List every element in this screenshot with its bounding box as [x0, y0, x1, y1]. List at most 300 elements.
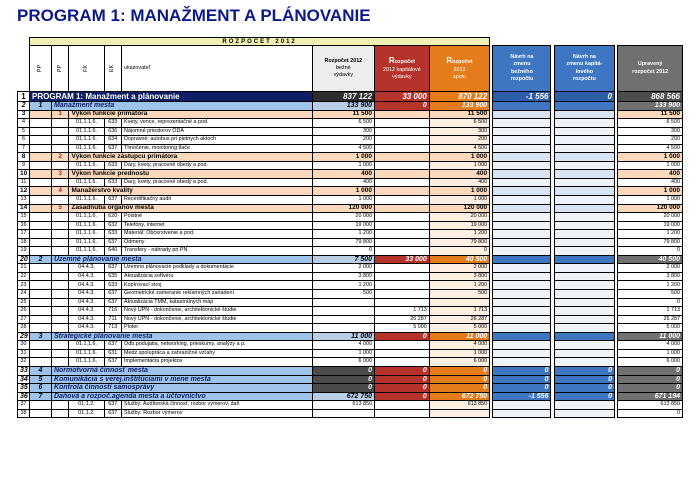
fk-cell: 01.1.1.6. — [69, 161, 104, 170]
table-row — [18, 221, 683, 230]
current-budget-cell: 300 — [312, 127, 374, 136]
adjusted-budget-cell: 0 — [618, 366, 683, 375]
change-capital-cell — [554, 332, 614, 341]
adjusted-budget-cell: 0 — [618, 247, 683, 256]
table-row — [18, 204, 683, 213]
total-budget-cell: 500 — [429, 290, 489, 299]
current-budget-cell: 1 200 — [312, 281, 374, 290]
change-current-cell — [493, 272, 551, 281]
current-budget-cell: 0 — [312, 366, 374, 375]
adjusted-budget-cell: 1 000 — [618, 161, 683, 170]
capital-budget-cell: 33 000 — [375, 92, 430, 102]
pp1-cell — [30, 127, 52, 136]
change-current-cell — [493, 238, 551, 247]
capital-budget-cell — [375, 349, 430, 358]
pp1-cell: 1 — [30, 102, 52, 111]
adjusted-budget-cell: 0 — [618, 375, 683, 384]
total-budget-cell: 11 000 — [429, 332, 489, 341]
pp1-cell: 3 — [30, 332, 52, 341]
change-current-header: Návrh na zmenu bežného rozpočtu — [493, 46, 551, 92]
row-number: 34 — [18, 375, 30, 384]
adjusted-budget-cell: 200 — [618, 136, 683, 145]
item-label: Medz.spolupráca a zahraničné vzťahy — [122, 349, 313, 358]
table-row — [18, 384, 683, 393]
row-number: 9 — [18, 161, 30, 170]
budget-table — [17, 37, 683, 418]
current-budget-cell — [312, 315, 374, 324]
change-current-cell — [493, 213, 551, 222]
total-budget-cell: 133 900 — [429, 102, 489, 111]
change-current-cell — [493, 307, 551, 316]
current-budget-cell: 7 500 — [312, 255, 374, 264]
total-budget-cell: 1 713 — [429, 307, 489, 316]
subprogram-title: Komunikácia s verej.inštitúciami v mene mesta — [51, 375, 312, 384]
fk-cell: 01.1.1.6. — [69, 119, 104, 128]
ek-cell: 631 — [104, 349, 122, 358]
change-current-cell — [493, 358, 551, 367]
item-label: Územno plánovacie podklady a dokumentácie — [122, 264, 313, 273]
fk-cell: 04.4.3. — [69, 281, 104, 290]
total-budget-cell — [429, 298, 489, 307]
total-budget-cell: 1 200 — [429, 230, 489, 239]
capital-budget-cell — [375, 161, 430, 170]
element-title: Výkon funkcie primátora — [69, 110, 312, 119]
capital-budget-cell — [375, 196, 430, 205]
current-budget-cell: 1 000 — [312, 153, 374, 162]
table-row — [18, 119, 683, 128]
header-band-row — [18, 38, 683, 46]
budget-current-header: Rozpočet 2012 bežné výdavky — [312, 46, 374, 92]
fk-cell: 01.1.1.6. — [69, 136, 104, 145]
fk-cell: 04.4.3. — [69, 324, 104, 333]
change-current-cell — [493, 196, 551, 205]
pp2-cell — [51, 358, 69, 367]
table-row — [18, 324, 683, 333]
row-number: 12 — [18, 187, 30, 196]
capital-budget-cell — [375, 178, 430, 187]
total-budget-cell: 870 122 — [429, 92, 489, 102]
adjusted-budget-cell: 79 800 — [618, 238, 683, 247]
fk-cell: 01.1.1.6. — [69, 196, 104, 205]
capital-budget-cell — [375, 247, 430, 256]
pp2-cell: 5 — [51, 204, 69, 213]
item-label: Nájomné priestorov ODA — [122, 127, 313, 136]
change-capital-cell — [554, 213, 614, 222]
capital-budget-cell — [375, 401, 430, 410]
change-capital-cell — [554, 315, 614, 324]
change-current-cell — [493, 110, 551, 119]
pp1-cell — [30, 178, 52, 187]
ek-cell: 637 — [104, 409, 122, 418]
adjusted-budget-cell: 5 000 — [618, 324, 683, 333]
current-budget-cell: 1 000 — [312, 196, 374, 205]
ek-cell: 633 — [104, 119, 122, 128]
total-budget-cell: 19 000 — [429, 221, 489, 230]
fk-cell: 04.4.3. — [69, 307, 104, 316]
item-label: Aktualizácia softvéru — [122, 272, 313, 281]
fk-cell: 01.1.2. — [69, 401, 104, 410]
pp2-cell — [51, 247, 69, 256]
current-budget-cell: 400 — [312, 170, 374, 179]
fk-cell: 01.1.1.6. — [69, 144, 104, 153]
fk-cell: 04.4.3. — [69, 290, 104, 299]
pp1-cell — [30, 281, 52, 290]
adjusted-budget-cell: 2 000 — [618, 264, 683, 273]
adjusted-budget-cell: 4 500 — [618, 144, 683, 153]
row-number: 32 — [18, 358, 30, 367]
item-label: Telefóny, internet — [122, 221, 313, 230]
adjusted-budget-cell: 400 — [618, 170, 683, 179]
pp2-cell: 4 — [51, 187, 69, 196]
total-budget-cell — [429, 409, 489, 418]
change-capital-cell: 0 — [554, 384, 614, 393]
pp2-header: PP — [51, 46, 69, 92]
change-capital-cell — [554, 298, 614, 307]
fk-cell: 01.1.1.6. — [69, 358, 104, 367]
capital-budget-cell — [375, 170, 430, 179]
capital-budget-cell — [375, 213, 430, 222]
pp1-cell — [30, 349, 52, 358]
change-current-cell — [493, 281, 551, 290]
change-current-cell — [493, 290, 551, 299]
table-row — [18, 281, 683, 290]
ek-cell: 636 — [104, 127, 122, 136]
row-number: 31 — [18, 349, 30, 358]
change-capital-cell — [554, 178, 614, 187]
row-number: 8 — [18, 153, 30, 162]
adjusted-budget-cell: 20 000 — [618, 213, 683, 222]
capital-budget-cell: 0 — [375, 332, 430, 341]
table-row — [18, 375, 683, 384]
ek-cell: 633 — [104, 281, 122, 290]
fk-cell: 01.1.2. — [69, 409, 104, 418]
change-capital-cell — [554, 119, 614, 128]
current-budget-cell: 400 — [312, 178, 374, 187]
change-capital-cell — [554, 102, 614, 111]
total-budget-cell: 200 — [429, 136, 489, 145]
change-capital-cell — [554, 110, 614, 119]
pp2-cell — [51, 161, 69, 170]
table-row — [18, 144, 683, 153]
ek-cell: 716 — [104, 307, 122, 316]
change-current-cell — [493, 204, 551, 213]
total-budget-cell: 6 000 — [429, 358, 489, 367]
fk-cell: 01.1.1.6. — [69, 341, 104, 350]
total-budget-cell: 1 000 — [429, 349, 489, 358]
budget-capital-header: Rozpočet 2012 kapitálové výdavky — [375, 46, 430, 92]
change-current-cell — [493, 170, 551, 179]
change-current-cell: 0 — [493, 375, 551, 384]
row-number: 13 — [18, 196, 30, 205]
pp1-cell — [30, 401, 52, 410]
change-capital-cell: 0 — [554, 92, 614, 102]
adjusted-budget-cell: 3 800 — [618, 272, 683, 281]
total-budget-cell: 120 000 — [429, 204, 489, 213]
change-capital-cell — [554, 358, 614, 367]
total-budget-cell: 20 000 — [429, 213, 489, 222]
row-number: 15 — [18, 213, 30, 222]
adjusted-budget-cell: 26 287 — [618, 315, 683, 324]
pp1-header: PP — [30, 46, 52, 92]
adjusted-budget-cell: 1 000 — [618, 187, 683, 196]
current-budget-cell: 613 850 — [312, 401, 374, 410]
pp2-cell — [51, 281, 69, 290]
row-number: 33 — [18, 366, 30, 375]
capital-budget-cell — [375, 341, 430, 350]
ek-cell: 633 — [104, 161, 122, 170]
total-budget-cell: 4 000 — [429, 341, 489, 350]
table-row — [18, 92, 683, 102]
element-title: Výkon funkcie zástupcu primátora — [69, 153, 312, 162]
row-number: 10 — [18, 170, 30, 179]
row-number: 17 — [18, 230, 30, 239]
indicator-header: ukazovateľ — [122, 46, 313, 92]
item-label: Odmeny — [122, 238, 313, 247]
header-row — [18, 46, 683, 92]
pp2-cell — [51, 196, 69, 205]
total-budget-cell: 1 000 — [429, 153, 489, 162]
ek-cell: 637 — [104, 238, 122, 247]
current-budget-cell — [312, 298, 374, 307]
change-capital-cell — [554, 264, 614, 273]
fk-cell: 01.1.1.6. — [69, 247, 104, 256]
table-row — [18, 127, 683, 136]
table-row — [18, 238, 683, 247]
change-current-cell — [493, 144, 551, 153]
item-label: Dary, kvety, pracovné obedy a pod. — [122, 161, 313, 170]
change-current-cell: -1 556 — [493, 92, 551, 102]
ek-cell: 640 — [104, 247, 122, 256]
pp2-cell — [51, 221, 69, 230]
capital-budget-cell — [375, 204, 430, 213]
change-capital-cell — [554, 401, 614, 410]
change-current-cell — [493, 298, 551, 307]
table-row — [18, 110, 683, 119]
row-number: 26 — [18, 307, 30, 316]
adjusted-budget-cell: 19 000 — [618, 221, 683, 230]
current-budget-cell: 11 000 — [312, 332, 374, 341]
current-budget-cell — [312, 307, 374, 316]
change-capital-cell — [554, 230, 614, 239]
subprogram-title: Daňová a rozpoč.agenda mesta a účtovníctvo — [51, 392, 312, 401]
adjusted-budget-cell: 120 000 — [618, 204, 683, 213]
current-budget-cell — [312, 409, 374, 418]
total-budget-cell: 0 — [429, 247, 489, 256]
row-number: 29 — [18, 332, 30, 341]
ek-cell: 637 — [104, 358, 122, 367]
capital-budget-cell: 1 713 — [375, 307, 430, 316]
pp2-cell — [51, 349, 69, 358]
total-budget-cell: 40 500 — [429, 255, 489, 264]
adjusted-budget-cell: 40 500 — [618, 255, 683, 264]
change-capital-cell — [554, 324, 614, 333]
table-row — [18, 136, 683, 145]
row-number: 14 — [18, 204, 30, 213]
fk-cell: 01.1.1.6. — [69, 213, 104, 222]
change-current-cell — [493, 247, 551, 256]
change-current-cell — [493, 315, 551, 324]
pp1-cell — [30, 221, 52, 230]
change-capital-cell — [554, 127, 614, 136]
capital-budget-cell: 33 000 — [375, 255, 430, 264]
fk-cell: 01.1.1.6. — [69, 127, 104, 136]
item-label: Odb.podujatia, networking, prieskumy, analýzy a p. — [122, 341, 313, 350]
change-current-cell — [493, 127, 551, 136]
table-row — [18, 213, 683, 222]
change-capital-header: Návrh na zmenu kapitá- lového rozpočtu — [554, 46, 614, 92]
table-row — [18, 401, 683, 410]
capital-budget-cell — [375, 290, 430, 299]
pp2-cell — [51, 230, 69, 239]
table-row — [18, 349, 683, 358]
pp2-cell — [51, 298, 69, 307]
current-budget-cell: 1 200 — [312, 230, 374, 239]
capital-budget-cell: 0 — [375, 366, 430, 375]
change-capital-cell — [554, 204, 614, 213]
current-budget-cell: 837 122 — [312, 92, 374, 102]
row-number: 21 — [18, 264, 30, 273]
adjusted-budget-cell: 613 850 — [618, 401, 683, 410]
pp1-cell: 2 — [30, 255, 52, 264]
row-number: 36 — [18, 392, 30, 401]
adjusted-budget-cell: 868 566 — [618, 92, 683, 102]
change-capital-cell — [554, 281, 614, 290]
row-number: 16 — [18, 221, 30, 230]
row-number: 27 — [18, 315, 30, 324]
fk-cell: 01.1.1.6. — [69, 238, 104, 247]
change-current-cell: 0 — [493, 384, 551, 393]
table-row — [18, 264, 683, 273]
subprogram-title: Normotvorná činnosť mesta — [51, 366, 312, 375]
row-number: 19 — [18, 247, 30, 256]
total-budget-cell: 1 000 — [429, 196, 489, 205]
table-row — [18, 392, 683, 401]
subprogram-title: Územné plánovanie mesta — [51, 255, 312, 264]
adjusted-budget-cell: 4 000 — [618, 341, 683, 350]
current-budget-cell: 4 000 — [312, 341, 374, 350]
adjusted-budget-cell: 671 194 — [618, 392, 683, 401]
pp1-cell — [30, 264, 52, 273]
total-budget-cell: 6 500 — [429, 119, 489, 128]
change-capital-cell — [554, 136, 614, 145]
capital-budget-cell — [375, 187, 430, 196]
adjusted-budget-cell: 11 500 — [618, 110, 683, 119]
ek-cell: 637 — [104, 264, 122, 273]
row-number: 7 — [18, 144, 30, 153]
current-budget-cell: 4 500 — [312, 144, 374, 153]
change-capital-cell — [554, 161, 614, 170]
change-current-cell — [493, 187, 551, 196]
capital-budget-cell — [375, 272, 430, 281]
adjusted-budget-cell: 133 900 — [618, 102, 683, 111]
adjusted-budget-cell: 1 200 — [618, 230, 683, 239]
pp2-cell: 1 — [51, 110, 69, 119]
adjusted-budget-cell: 1 000 — [618, 153, 683, 162]
ek-cell: 634 — [104, 136, 122, 145]
current-budget-cell: 19 000 — [312, 221, 374, 230]
row-number: 5 — [18, 127, 30, 136]
table-row — [18, 298, 683, 307]
row-number: 24 — [18, 290, 30, 299]
change-current-cell — [493, 255, 551, 264]
change-current-cell — [493, 153, 551, 162]
fk-cell: 01.1.1.6. — [69, 230, 104, 239]
pp1-cell — [30, 238, 52, 247]
item-label: Geometrické zameranie reklamných zariadení — [122, 290, 313, 299]
pp1-cell — [30, 153, 52, 162]
row-number: 18 — [18, 238, 30, 247]
change-current-cell — [493, 332, 551, 341]
pp1-cell — [30, 196, 52, 205]
pp1-cell — [30, 358, 52, 367]
current-budget-cell: 672 750 — [312, 392, 374, 401]
change-capital-cell: 0 — [554, 392, 614, 401]
row-number: 28 — [18, 324, 30, 333]
change-capital-cell — [554, 196, 614, 205]
ek-cell: 635 — [104, 272, 122, 281]
change-current-cell — [493, 178, 551, 187]
current-budget-cell: 20 000 — [312, 213, 374, 222]
adjusted-budget-cell: 300 — [618, 127, 683, 136]
table-row — [18, 178, 683, 187]
capital-budget-cell: 5 000 — [375, 324, 430, 333]
change-capital-cell — [554, 187, 614, 196]
ek-cell: 633 — [104, 230, 122, 239]
table-row — [18, 290, 683, 299]
capital-budget-cell — [375, 358, 430, 367]
change-current-cell — [493, 230, 551, 239]
pp2-cell — [51, 272, 69, 281]
total-budget-cell: 300 — [429, 127, 489, 136]
page-title: PROGRAM 1: MANAŽMENT A PLÁNOVANIE — [17, 6, 371, 25]
change-current-cell — [493, 349, 551, 358]
total-budget-cell: 0 — [429, 366, 489, 375]
row-number: 37 — [18, 401, 30, 410]
pp2-cell: 3 — [51, 170, 69, 179]
row-number: 3 — [18, 110, 30, 119]
capital-budget-cell — [375, 136, 430, 145]
pp1-cell — [30, 119, 52, 128]
pp1-cell — [30, 161, 52, 170]
row-number: 11 — [18, 178, 30, 187]
change-capital-cell: 0 — [554, 375, 614, 384]
change-current-cell — [493, 401, 551, 410]
current-budget-cell: 2 000 — [312, 264, 374, 273]
pp2-cell — [51, 401, 69, 410]
current-budget-cell: 0 — [312, 384, 374, 393]
ek-cell: 711 — [104, 315, 122, 324]
pp2-cell — [51, 324, 69, 333]
current-budget-cell: 6 500 — [312, 119, 374, 128]
pp2-cell — [51, 290, 69, 299]
item-label: Nový ÚPN - dokončenie, architektonické štúdie — [122, 315, 313, 324]
ek-cell: 637 — [104, 401, 122, 410]
pp2-cell — [51, 409, 69, 418]
pp1-cell — [30, 230, 52, 239]
total-budget-cell: 11 500 — [429, 110, 489, 119]
change-current-cell: -1 556 — [493, 392, 551, 401]
pp2-cell — [51, 119, 69, 128]
row-number: 22 — [18, 272, 30, 281]
row-number: 25 — [18, 298, 30, 307]
capital-budget-cell: 26 287 — [375, 315, 430, 324]
current-budget-cell: 6 000 — [312, 358, 374, 367]
element-title: Zasadnutia orgánov mesta — [69, 204, 312, 213]
table-row — [18, 153, 683, 162]
table-row — [18, 341, 683, 350]
item-label: Implementácia projektov — [122, 358, 313, 367]
capital-budget-cell — [375, 298, 430, 307]
